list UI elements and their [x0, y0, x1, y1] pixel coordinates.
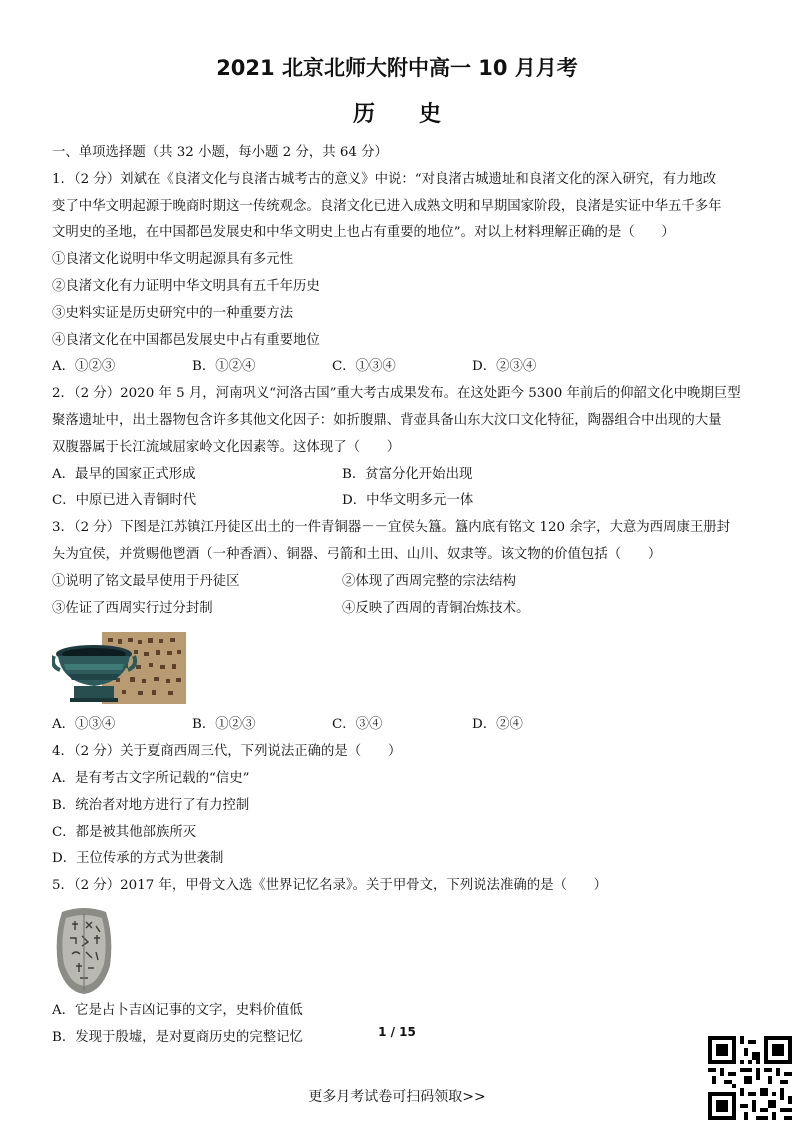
statement: ③佐证了西周实行过分封制: [52, 600, 213, 616]
statement: ①良渚文化说明中华文明起源具有多元性: [52, 252, 294, 268]
question-text-line: 3．（2 分）下图是江苏镇江丹徒区出土的一件青铜器－－宜侯夨簋。簋内底有铭文 120 余字，大意为西周康王册封: [52, 520, 731, 536]
question-2: [52, 381, 752, 515]
question-text-line: 夨为宜侯，并赏赐他鬯酒（一种香酒）、铜器、弓箭和土田、山川、奴隶等。该文物的价值包括（ ）: [52, 546, 662, 562]
question-1: [52, 167, 752, 381]
option-d: D．王位传承的方式为世袭制: [52, 851, 224, 867]
statement: ④良渚文化在中国都邑发展史中占有重要地位: [52, 332, 320, 348]
question-text-line: 4．（2 分）关于夏商西周三代，下列说法正确的是（ ）: [52, 744, 402, 760]
option-c: C．中原已进入青铜时代: [52, 493, 197, 509]
oracle-bone-illustration: [52, 906, 116, 996]
option-b: B．①②④: [192, 359, 256, 375]
page-title: 2021 北京北师大附中高一 10 月月考: [216, 56, 578, 80]
option-b: B．①②③: [192, 717, 256, 733]
statement: ④反映了西周的青铜冶炼技术。: [342, 600, 530, 616]
statement: ①说明了铭文最早使用于丹徒区: [52, 573, 240, 589]
option-d: D．②④: [472, 717, 523, 733]
option-a: A．最早的国家正式形成: [52, 466, 196, 482]
option-c: C．③④: [332, 717, 383, 733]
option-a: A．是有考古文字所记载的“信史”: [52, 770, 250, 786]
question-text-line: 变了中华文明起源于晚商时期这一传统观念。良渚文化已进入成熟文明和早期国家阶段，良渚是实证中华五千多年: [52, 198, 722, 214]
footer-promo-text: 更多月考试卷可扫码领取>>: [308, 1089, 486, 1105]
option-c: C．都是被其他部族所灭: [52, 824, 197, 840]
question-4: [52, 739, 752, 873]
qr-code-icon[interactable]: [708, 1036, 792, 1120]
page-number: 1 / 15: [378, 1025, 416, 1039]
statement-row: [52, 569, 752, 596]
answer-options: [52, 488, 752, 515]
question-text-line: 文明史的圣地，在中国都邑发展史和中华文明史上也占有重要的地位”。对以上材料理解正确的是（ ）: [52, 225, 675, 241]
option-b: B．发现于殷墟，是对夏商历史的完整记忆: [52, 1029, 303, 1045]
subject-heading: 历史: [352, 102, 485, 127]
question-text-line: 聚落遗址中，出土器物包含许多其他文化因子：如折腹鼎、背壶具备山东大汶口文化特征，陶器组合中出现的大量: [52, 412, 722, 428]
exam-body: [52, 140, 752, 1052]
option-a: A．它是占卜吉凶记事的文字，史料价值低: [52, 1002, 303, 1018]
answer-options: [52, 354, 752, 381]
option-c: C．①③④: [332, 359, 396, 375]
bronze-gui-image: [52, 630, 752, 710]
statement-row: [52, 596, 752, 623]
question-text-line: 2．（2 分）2020 年 5 月，河南巩义“河洛古国”重大考古成果发布。在这处距今 5300 年前后的仰韶文化中晚期巨型: [52, 386, 741, 402]
statement: ③史料实证是历史研究中的一种重要方法: [52, 305, 294, 321]
statement: ②体现了西周完整的宗法结构: [342, 573, 517, 589]
option-b: B．贫富分化开始出现: [342, 466, 473, 482]
option-d: D．中华文明多元一体: [342, 493, 474, 509]
question-text-line: 5．（2 分）2017 年，甲骨文入选《世界记忆名录》。关于甲骨文，下列说法准确的是（ ）: [52, 878, 608, 894]
option-d: D．②③④: [472, 359, 537, 375]
option-b: B．统治者对地方进行了有力控制: [52, 797, 250, 813]
answer-options: [52, 712, 752, 739]
question-3: [52, 515, 752, 739]
section-heading: 一、单项选择题（共 32 小题，每小题 2 分，共 64 分）: [52, 145, 388, 160]
oracle-bone-image: [52, 906, 752, 996]
question-text-line: 1．（2 分）刘斌在《良渚文化与良渚古城考古的意义》中说：“对良渚古城遗址和良渚文化的深入研究，有力地改: [52, 171, 717, 187]
option-a: A．①③④: [52, 717, 116, 733]
answer-options: [52, 462, 752, 489]
question-text-line: 双腹器属于长江流域屈家岭文化因素等。这体现了（ ）: [52, 439, 401, 455]
option-a: A．①②③: [52, 359, 116, 375]
statement: ②良渚文化有力证明中华文明具有五千年历史: [52, 278, 320, 294]
bronze-vessel-illustration: [52, 630, 188, 710]
